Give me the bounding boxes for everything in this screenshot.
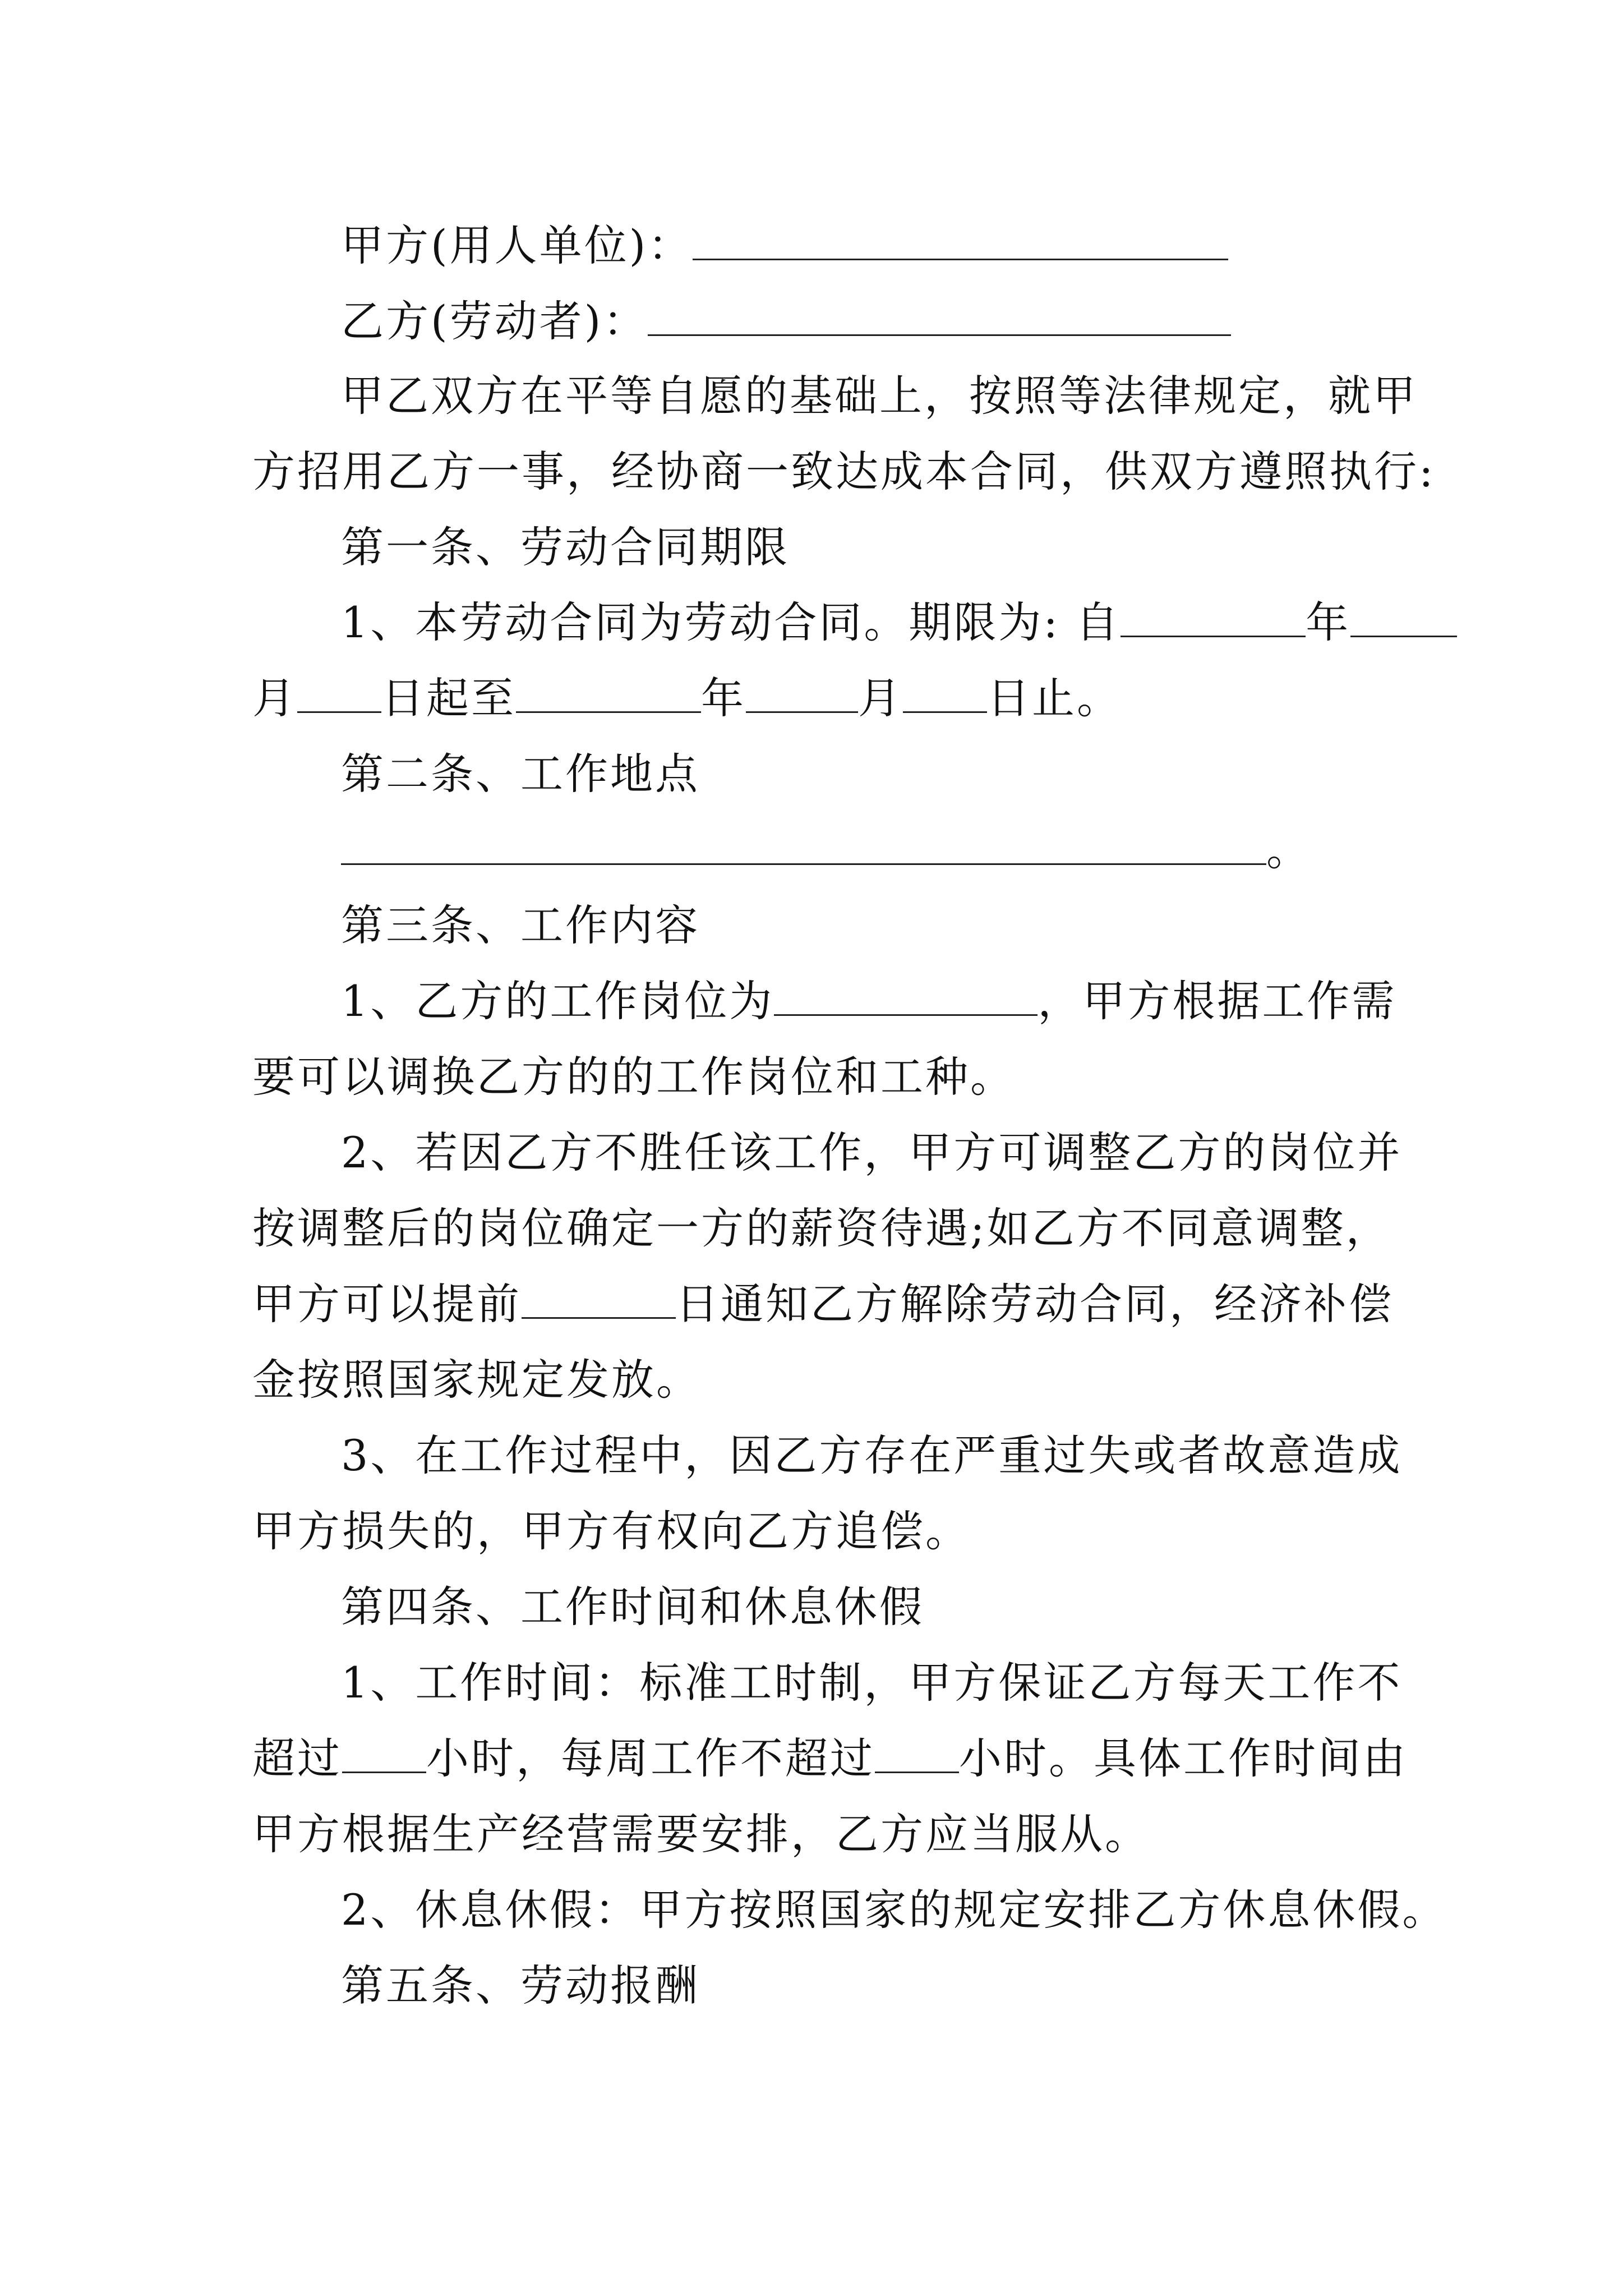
- start-day-blank[interactable]: [297, 703, 381, 713]
- article1-para1-line2: [252, 673, 1385, 723]
- article1-text-f: 月: [858, 673, 903, 723]
- article4-text-b: 小时，每周工作不超过: [426, 1733, 875, 1783]
- article1-text-a: 1、本劳动合同为劳动合同。期限为: 自: [341, 597, 1121, 647]
- work-place-end: 。: [1266, 825, 1311, 875]
- article1-title: 第一条、劳动合同期限: [341, 522, 790, 572]
- job-position-blank[interactable]: [774, 1006, 1038, 1016]
- article4-text-c: 小时。具体工作时间由: [959, 1733, 1408, 1783]
- article3-para1-line2: 要可以调换乙方的的工作岗位和工种。: [252, 1052, 1015, 1102]
- daily-hours-blank[interactable]: [342, 1763, 426, 1773]
- article1-para1-line1: [341, 597, 1385, 647]
- party-a-label: 甲方(用人单位)：: [341, 220, 693, 270]
- article1-text-d: 日起至: [381, 673, 516, 723]
- preamble-line-1: 甲乙双方在平等自愿的基础上，按照等法律规定，就甲: [341, 371, 1418, 421]
- article3-para3-line1: 3、在工作过程中，因乙方存在严重过失或者故意造成: [341, 1430, 1403, 1480]
- end-day-blank[interactable]: [903, 703, 987, 713]
- party-b-line: [341, 296, 1385, 346]
- article3-text-b: ，甲方根据工作需: [1038, 976, 1397, 1026]
- article3-text-c: 甲方可以提前: [252, 1279, 522, 1329]
- article4-para1-line1: 1、工作时间：标准工时制，甲方保证乙方每天工作不: [341, 1658, 1403, 1708]
- work-place-line: [341, 825, 1385, 875]
- article4-para2: 2、休息休假：甲方按照国家的规定安排乙方休息休假。: [341, 1885, 1447, 1935]
- article3-para3-line2: 甲方损失的，甲方有权向乙方追偿。: [252, 1506, 970, 1556]
- party-b-label: 乙方(劳动者)：: [341, 296, 648, 346]
- article4-text-a: 超过: [252, 1733, 342, 1783]
- article3-para2-line2: 按调整后的岗位确定一方的薪资待遇;如乙方不同意调整，: [252, 1203, 1391, 1253]
- article5-title: 第五条、劳动报酬: [341, 1961, 700, 2010]
- article3-text-a: 1、乙方的工作岗位为: [341, 976, 774, 1026]
- article1-text-c: 月: [252, 673, 297, 723]
- article2-title: 第二条、工作地点: [341, 749, 700, 799]
- article3-para1-line1: [341, 976, 1397, 1026]
- article3-para2-line3: [252, 1279, 1394, 1329]
- preamble-line-2: 方招用乙方一事，经协商一致达成本合同，供双方遵照执行:: [252, 447, 1436, 496]
- article4-para1-line3: 甲方根据生产经营需要安排，乙方应当服从。: [252, 1809, 1150, 1859]
- party-b-blank[interactable]: [648, 326, 1231, 336]
- weekly-hours-blank[interactable]: [875, 1763, 959, 1773]
- article3-para2-line4: 金按照国家规定发放。: [252, 1355, 701, 1405]
- article1-text-b: 年: [1306, 597, 1351, 647]
- start-year-blank[interactable]: [1121, 627, 1306, 637]
- article4-title: 第四条、工作时间和休息休假: [341, 1582, 924, 1632]
- notice-days-blank[interactable]: [522, 1309, 676, 1319]
- end-year-blank[interactable]: [516, 703, 701, 713]
- end-month-blank[interactable]: [746, 703, 858, 713]
- article4-para1-line2: [252, 1733, 1408, 1783]
- article1-text-g: 日止。: [987, 673, 1122, 723]
- start-month-blank[interactable]: [1350, 627, 1457, 637]
- article3-text-d: 日通知乙方解除劳动合同，经济补偿: [676, 1279, 1394, 1329]
- party-a-line: [341, 220, 1385, 270]
- party-a-blank[interactable]: [693, 250, 1228, 260]
- article3-title: 第三条、工作内容: [341, 900, 700, 950]
- article3-para2-line1: 2、若因乙方不胜任该工作，甲方可调整乙方的岗位并: [341, 1128, 1403, 1177]
- article1-text-e: 年: [701, 673, 746, 723]
- work-place-blank[interactable]: [341, 855, 1266, 865]
